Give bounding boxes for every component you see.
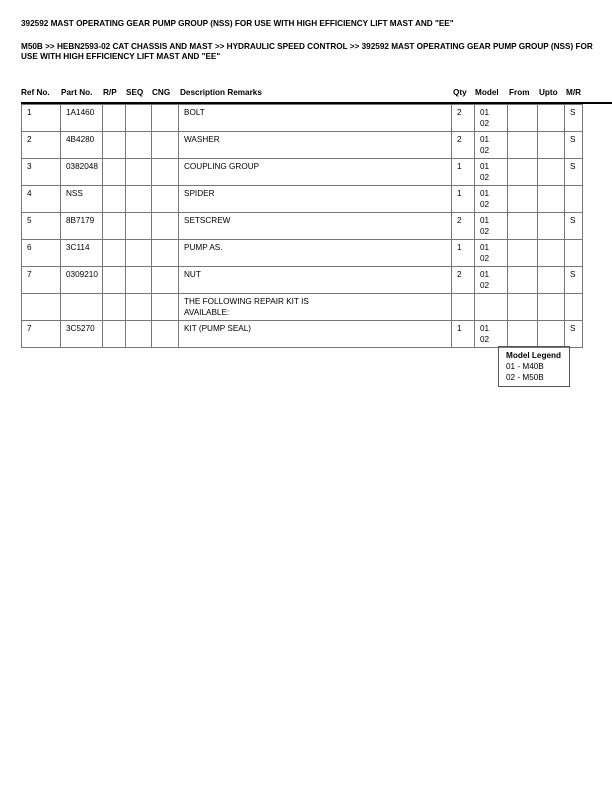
cell-cng <box>152 105 179 132</box>
cell-mr: S <box>565 105 583 132</box>
cell-rp <box>103 240 126 267</box>
cell-ref: 5 <box>22 213 61 240</box>
header-cng: CNG <box>152 88 171 97</box>
cell-cng <box>152 267 179 294</box>
cell-from <box>508 267 538 294</box>
cell-part: 8B7179 <box>61 213 103 240</box>
cell-from <box>508 105 538 132</box>
page-title: 392592 MAST OPERATING GEAR PUMP GROUP (NSS) FOR USE WITH HIGH EFFICIENCY LIFT MAST AND "EE" <box>21 19 454 28</box>
cell-seq <box>126 267 152 294</box>
header-desc: Description Remarks <box>180 88 262 97</box>
cell-rp <box>103 186 126 213</box>
cell-cng <box>152 294 179 321</box>
cell-desc: NUT <box>179 267 452 294</box>
header-upto: Upto <box>539 88 558 97</box>
cell-rp <box>103 294 126 321</box>
cell-from <box>508 213 538 240</box>
cell-cng <box>152 240 179 267</box>
cell-rp <box>103 267 126 294</box>
cell-model: 01 02 <box>475 159 508 186</box>
cell-upto <box>538 321 565 348</box>
header-qty: Qty <box>453 88 467 97</box>
cell-mr <box>565 294 583 321</box>
table-row <box>22 213 583 240</box>
cell-upto <box>538 159 565 186</box>
table-row <box>22 159 583 186</box>
cell-seq <box>126 213 152 240</box>
cell-model <box>475 294 508 321</box>
cell-desc: COUPLING GROUP <box>179 159 452 186</box>
header-part: Part No. <box>61 88 93 97</box>
cell-mr: S <box>565 132 583 159</box>
cell-ref: 7 <box>22 267 61 294</box>
cell-qty <box>452 294 475 321</box>
table-row <box>22 132 583 159</box>
cell-ref: 6 <box>22 240 61 267</box>
cell-seq <box>126 186 152 213</box>
header-from: From <box>509 88 530 97</box>
cell-seq <box>126 159 152 186</box>
cell-qty: 2 <box>452 132 475 159</box>
cell-part: 0309210 <box>61 267 103 294</box>
cell-mr: S <box>565 321 583 348</box>
cell-upto <box>538 294 565 321</box>
cell-desc: SETSCREW <box>179 213 452 240</box>
cell-desc: KIT (PUMP SEAL) <box>179 321 452 348</box>
legend-item: 01 - M40B <box>506 362 544 371</box>
cell-part: 0382048 <box>61 159 103 186</box>
cell-upto <box>538 267 565 294</box>
cell-mr <box>565 186 583 213</box>
cell-from <box>508 321 538 348</box>
cell-from <box>508 186 538 213</box>
cell-part: 3C5270 <box>61 321 103 348</box>
cell-mr <box>565 240 583 267</box>
cell-part: 4B4280 <box>61 132 103 159</box>
cell-from <box>508 132 538 159</box>
cell-upto <box>538 132 565 159</box>
cell-desc: WASHER <box>179 132 452 159</box>
cell-seq <box>126 132 152 159</box>
cell-ref <box>22 294 61 321</box>
cell-rp <box>103 321 126 348</box>
cell-ref: 2 <box>22 132 61 159</box>
cell-rp <box>103 159 126 186</box>
cell-mr: S <box>565 267 583 294</box>
cell-cng <box>152 321 179 348</box>
cell-ref: 3 <box>22 159 61 186</box>
cell-cng <box>152 213 179 240</box>
cell-from <box>508 240 538 267</box>
table-row <box>22 267 583 294</box>
cell-upto <box>538 213 565 240</box>
table-row <box>22 105 583 132</box>
cell-cng <box>152 159 179 186</box>
table-row <box>22 186 583 213</box>
cell-qty: 1 <box>452 186 475 213</box>
cell-part <box>61 294 103 321</box>
cell-seq <box>126 321 152 348</box>
header-seq: SEQ <box>126 88 144 97</box>
cell-cng <box>152 186 179 213</box>
cell-model: 01 02 <box>475 186 508 213</box>
cell-ref: 1 <box>22 105 61 132</box>
cell-seq <box>126 240 152 267</box>
cell-ref: 4 <box>22 186 61 213</box>
cell-desc: THE FOLLOWING REPAIR KIT IS AVAILABLE: <box>179 294 452 321</box>
cell-mr: S <box>565 213 583 240</box>
table-row <box>22 321 583 348</box>
cell-model: 01 02 <box>475 213 508 240</box>
cell-desc: SPIDER <box>179 186 452 213</box>
cell-model: 01 02 <box>475 132 508 159</box>
table-header <box>0 88 612 100</box>
cell-upto <box>538 186 565 213</box>
cell-upto <box>538 240 565 267</box>
cell-seq <box>126 294 152 321</box>
table-row <box>22 240 583 267</box>
cell-rp <box>103 213 126 240</box>
table-row <box>22 294 583 321</box>
cell-from <box>508 159 538 186</box>
cell-rp <box>103 132 126 159</box>
breadcrumb: M50B >> HEBN2593-02 CAT CHASSIS AND MAST >> HYDRAULIC SPEED CONTROL >> 392592 MAST OPERATING GEAR PUMP GROUP (NSS) FOR USE WITH HIGH EFFICIENCY LIFT MAST AND "EE" <box>21 42 593 61</box>
cell-upto <box>538 105 565 132</box>
cell-qty: 2 <box>452 105 475 132</box>
parts-table <box>21 104 583 348</box>
cell-qty: 2 <box>452 213 475 240</box>
cell-cng <box>152 132 179 159</box>
cell-qty: 2 <box>452 267 475 294</box>
cell-qty: 1 <box>452 159 475 186</box>
cell-part: NSS <box>61 186 103 213</box>
cell-qty: 1 <box>452 321 475 348</box>
model-legend <box>498 346 570 387</box>
cell-from <box>508 294 538 321</box>
cell-model: 01 02 <box>475 321 508 348</box>
cell-model: 01 02 <box>475 105 508 132</box>
cell-ref: 7 <box>22 321 61 348</box>
cell-rp <box>103 105 126 132</box>
legend-item: 02 - M50B <box>506 373 544 382</box>
cell-desc: BOLT <box>179 105 452 132</box>
header-mr: M/R <box>566 88 582 97</box>
cell-desc: PUMP AS. <box>179 240 452 267</box>
cell-part: 1A1460 <box>61 105 103 132</box>
cell-part: 3C114 <box>61 240 103 267</box>
cell-seq <box>126 105 152 132</box>
cell-model: 01 02 <box>475 240 508 267</box>
cell-mr: S <box>565 159 583 186</box>
header-rp: R/P <box>103 88 117 97</box>
header-ref: Ref No. <box>21 88 50 97</box>
header-model: Model <box>475 88 499 97</box>
legend-title: Model Legend <box>506 351 562 360</box>
cell-qty: 1 <box>452 240 475 267</box>
cell-model: 01 02 <box>475 267 508 294</box>
